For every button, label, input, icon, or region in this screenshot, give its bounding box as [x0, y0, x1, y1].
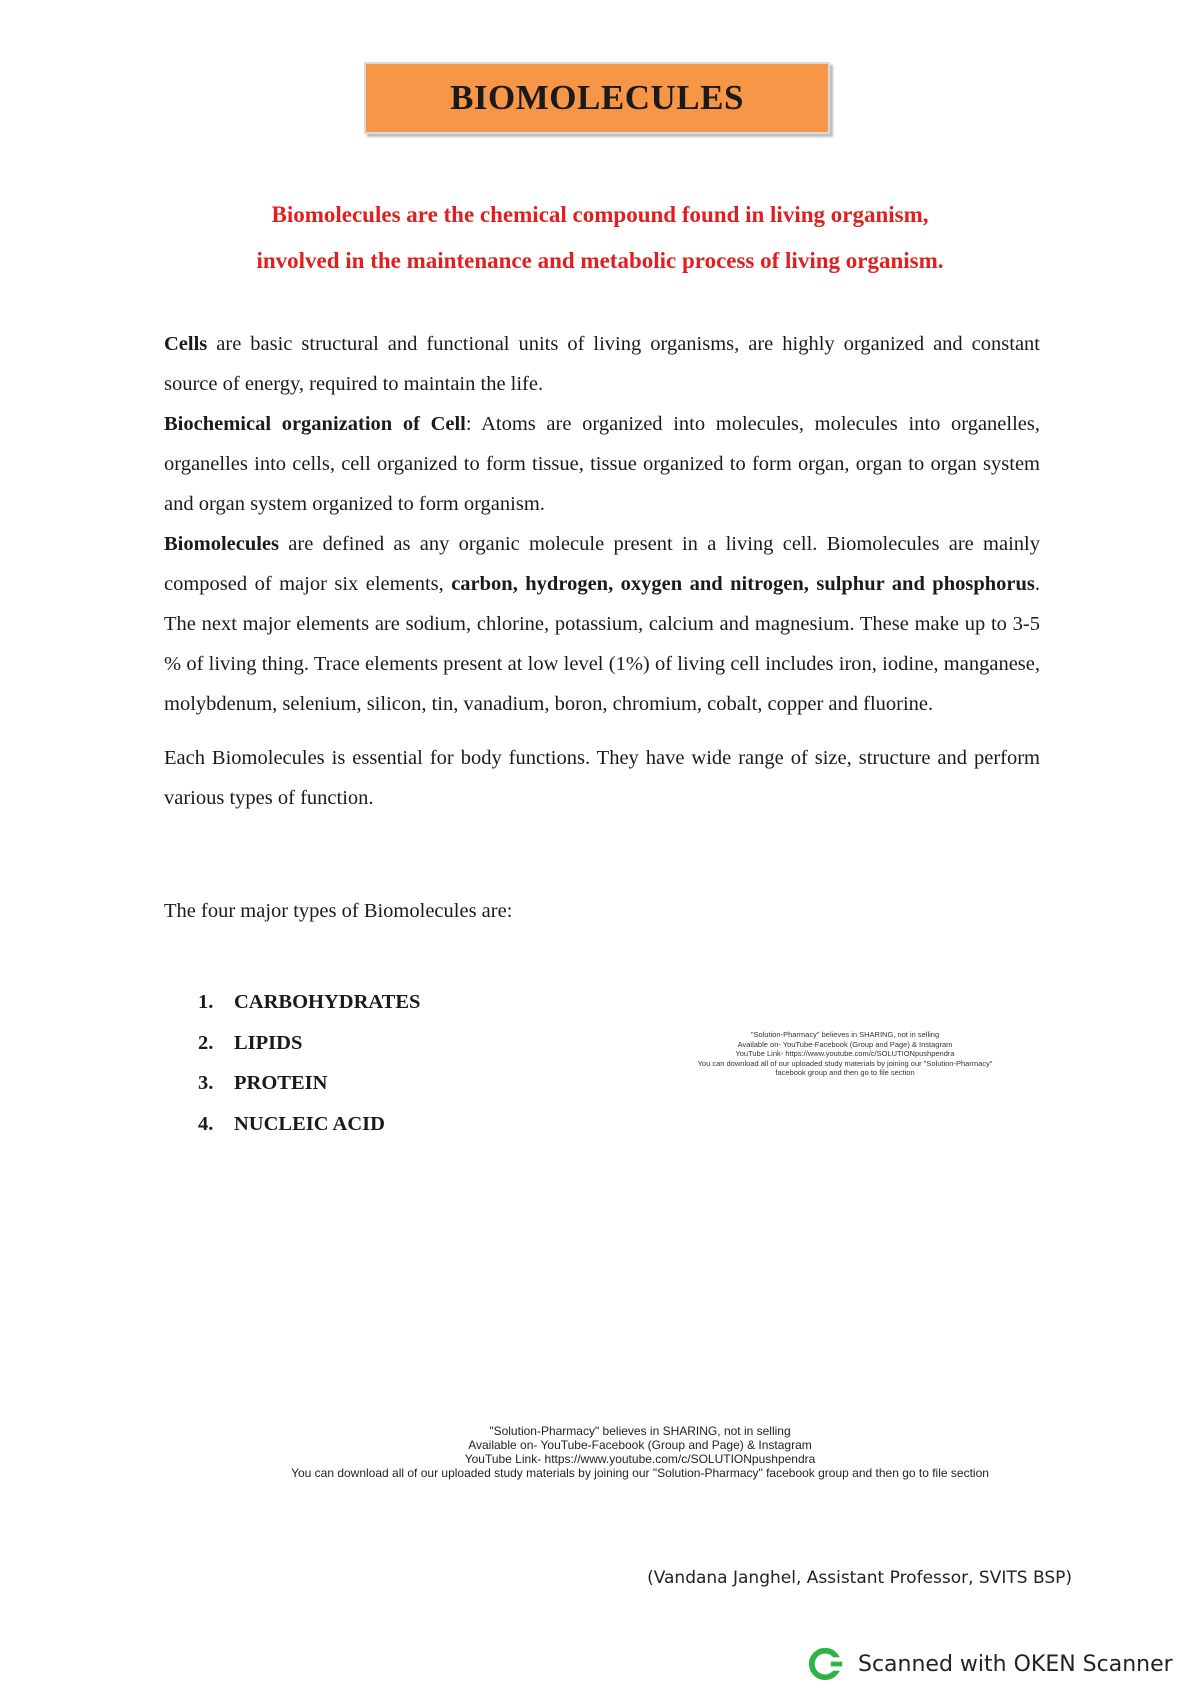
term-organization: Biochemical organization of Cell [164, 413, 466, 435]
biomolecules-text-1: are defined as any organic molecule present in a living cell. Biomolecules are mainly composed of major six elements, [164, 533, 1040, 595]
body-text [164, 324, 1040, 818]
paragraph-biomolecules [164, 524, 1040, 724]
biomolecules-text-2: . The next major elements are sodium, chlorine, potassium, calcium and magnesium. These make up to 3-5 % of living thing. Trace elements present at low level (1%) of living cell includes iron, iodine, manganese, molybdenum, selenium, silicon, tin, vanadium, boron, chromium, cobalt, copper and fluorine. [164, 573, 1040, 715]
intro-line-2: involved in the maintenance and metabolic process of living organism. [256, 248, 944, 273]
oken-scanner-icon [808, 1645, 846, 1683]
list-item: 3. PROTEIN [198, 1072, 328, 1094]
biomolecule-types-list [198, 982, 420, 1144]
author-credit: (Vandana Janghel, Assistant Professor, SVITS BSP) [647, 1568, 1072, 1588]
list-item: 1. CARBOHYDRATES [198, 991, 421, 1013]
organization-text: : Atoms are organized into molecules, molecules into organelles, organelles into cells, cell organized to form tissue, tissue organized to form organ, organ to organ system and organ system organized to form organism. [164, 413, 1040, 515]
scanner-badge [808, 1644, 1173, 1684]
cells-text: are basic structural and functional units of living organisms, are highly organized and constant source of energy, required to maintain the life. [164, 333, 1040, 395]
paragraph-functions: Each Biomolecules is essential for body functions. They have wide range of size, structure and perform various types of function. [164, 747, 1040, 809]
list-intro: The four major types of Biomolecules are: [164, 900, 513, 922]
scanner-text: Scanned with OKEN Scanner [858, 1651, 1173, 1677]
major-elements: carbon, hydrogen, oxygen and nitrogen, sulphur and phosphorus [451, 573, 1035, 595]
watermark-note-small: "Solution-Pharmacy" believes in SHARING, not in selling Available on- YouTube-Facebook (Group and Page) & Instagram YouTube Link- https://www.youtube.com/c/SOLUTIONpushpendra You can download all of our uploaded study materials by joining our "Solution-Pharmacy" facebook group and then go to file section [697, 1030, 993, 1077]
page-title: BIOMOLECULES [450, 78, 744, 117]
intro-line-1: Biomolecules are the chemical compound found in living organism, [271, 202, 929, 227]
footer-watermark-note: "Solution-Pharmacy" believes in SHARING, not in selling Available on- YouTube-Facebook (Group and Page) & Instagram YouTube Link- https://www.youtube.com/c/SOLUTIONpushpendra You can download all of our uploaded study materials by joining our "Solution-Pharmacy" facebook group and then go to file section [291, 1424, 989, 1480]
list-item: 2. LIPIDS [198, 1031, 303, 1054]
list-item: 4. NUCLEIC ACID [198, 1112, 385, 1135]
intro-definition [130, 192, 1070, 284]
term-biomolecules: Biomolecules [164, 533, 280, 555]
term-cells: Cells [164, 333, 208, 355]
paragraph-cells [164, 324, 1040, 404]
paragraph-organization [164, 404, 1040, 524]
title-box [364, 62, 830, 134]
